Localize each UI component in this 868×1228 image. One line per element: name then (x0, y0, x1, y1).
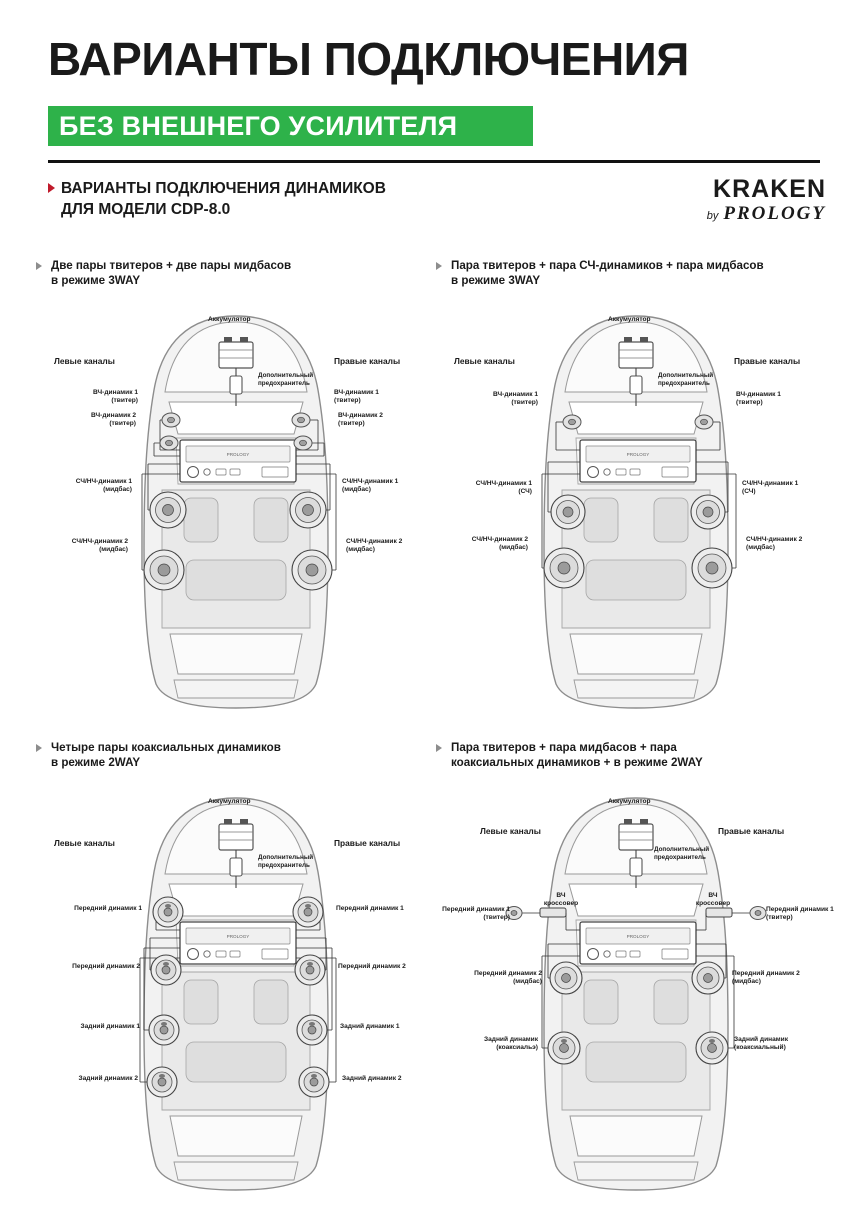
triangle-bullet-icon (36, 262, 42, 270)
panel-2-left-label-2: СЧ/НЧ-динамик 1 (СЧ) (475, 480, 532, 496)
panel-3-heading (36, 740, 436, 770)
panel-2 (436, 258, 836, 718)
panel-4-crossover-right-label: ВЧ кроссовер (695, 892, 731, 908)
panel-4-left-label-3: Задний динамик (коаксиальэ) (483, 1036, 538, 1052)
panel-3-right-label-1: Передний динамик 1 (336, 905, 404, 912)
car-top-view-illustration (436, 780, 836, 1200)
panel-1-right-label-1: ВЧ-динамик 1 (твитер) (334, 389, 379, 405)
panel-4-crossover-left-label: ВЧ кроссовер (543, 892, 579, 908)
battery-label: Аккумулятор (608, 798, 651, 805)
left-channels-label: Левые каналы (454, 356, 515, 366)
panel-2-heading-line1: Пара твитеров + пара СЧ-динамиков + пара мидбасов (451, 259, 764, 272)
panel-1-right-label-3: СЧ/НЧ-динамик 1 (мидбас) (342, 478, 399, 494)
battery-label: Аккумулятор (208, 798, 251, 805)
triangle-bullet-icon (436, 262, 442, 270)
panel-4-left-label-1: Передний динамик 1 (твитер) (442, 906, 510, 922)
battery-label: Аккумулятор (208, 316, 251, 323)
panel-4-diagram (436, 780, 836, 1200)
panel-3-right-label-2: Передний динамик 2 (338, 963, 406, 970)
svg-text:PROLOGY: PROLOGY (226, 452, 250, 457)
left-channels-label: Левые каналы (54, 838, 115, 848)
panel-2-right-label-1: ВЧ-динамик 1 (твитер) (736, 391, 781, 407)
section-heading-line2: ДЛЯ МОДЕЛИ CDP-8.0 (61, 201, 231, 218)
triangle-bullet-icon (48, 183, 55, 193)
panel-1-left-label-2: ВЧ-динамик 2 (твитер) (91, 412, 136, 428)
panel-4-heading-line1: Пара твитеров + пара мидбасов + пара (451, 741, 677, 754)
right-channels-label: Правые каналы (334, 838, 401, 848)
panel-1-left-label-4: СЧ/НЧ-динамик 2 (мидбас) (71, 538, 128, 554)
panel-1-heading-line2: в режиме 3WAY (51, 274, 141, 287)
brand-by-label: by (706, 210, 719, 222)
panel-3-heading-line2: в режиме 2WAY (51, 756, 141, 769)
fuse-label: Дополнительный предохранитель (258, 854, 314, 869)
panel-3 (36, 740, 436, 1200)
panel-4-heading (436, 740, 836, 770)
panel-1 (36, 258, 436, 718)
panel-1-left-label-3: СЧ/НЧ-динамик 1 (мидбас) (75, 478, 132, 494)
fuse-label: Дополнительный предохранитель (654, 846, 710, 861)
panel-4 (436, 740, 836, 1200)
battery-label: Аккумулятор (608, 316, 651, 323)
section-heading-line1: ВАРИАНТЫ ПОДКЛЮЧЕНИЯ ДИНАМИКОВ (61, 180, 386, 197)
panel-2-right-label-3: СЧ/НЧ-динамик 2 (мидбас) (746, 536, 803, 552)
panel-1-diagram (36, 298, 436, 718)
fuse-label: Дополнительный предохранитель (258, 372, 314, 387)
panel-1-heading (36, 258, 436, 288)
panel-3-left-label-3: Задний динамик 1 (80, 1023, 140, 1030)
panel-3-left-label-2: Передний динамик 2 (72, 963, 140, 970)
panel-2-left-label-3: СЧ/НЧ-динамик 2 (мидбас) (471, 536, 528, 552)
brand-parent-name: PROLOGY (723, 203, 826, 224)
panel-1-heading-line1: Две пары твитеров + две пары мидбасов (51, 259, 292, 272)
panel-2-heading-line2: в режиме 3WAY (451, 274, 541, 287)
panel-1-right-label-2: ВЧ-динамик 2 (твитер) (338, 412, 383, 428)
right-channels-label: Правые каналы (718, 826, 785, 836)
panel-4-right-label-2: Передний динамик 2 (мидбас) (732, 970, 800, 986)
svg-text:PROLOGY: PROLOGY (626, 934, 650, 939)
panel-4-heading-line2: коаксиальных динамиков + в режиме 2WAY (451, 756, 703, 769)
svg-text:PROLOGY: PROLOGY (626, 452, 650, 457)
brand-logo (707, 176, 826, 225)
panel-2-diagram (436, 298, 836, 718)
panel-3-right-label-4: Задний динамик 2 (342, 1075, 402, 1082)
triangle-bullet-icon (436, 744, 442, 752)
panel-4-right-label-3: Задний динамик (коаксиальный) (734, 1036, 789, 1052)
svg-text:PROLOGY: PROLOGY (226, 934, 250, 939)
panel-4-left-label-2: Передний динамик 2 (мидбас) (474, 970, 542, 986)
right-channels-label: Правые каналы (734, 356, 801, 366)
subtitle-band (48, 106, 533, 146)
panel-4-right-label-1: Передний динамик 1 (твитер) (766, 906, 834, 922)
panel-1-right-label-4: СЧ/НЧ-динамик 2 (мидбас) (346, 538, 403, 554)
section-heading (48, 178, 568, 220)
header-divider (48, 160, 820, 163)
panel-2-left-label-1: ВЧ-динамик 1 (твитер) (493, 391, 538, 407)
right-channels-label: Правые каналы (334, 356, 401, 366)
left-channels-label: Левые каналы (54, 356, 115, 366)
panel-3-left-label-1: Передний динамик 1 (74, 905, 142, 912)
page-title: ВАРИАНТЫ ПОДКЛЮЧЕНИЯ (48, 33, 689, 85)
left-channels-label: Левые каналы (480, 826, 541, 836)
panel-3-right-label-3: Задний динамик 1 (340, 1023, 400, 1030)
triangle-bullet-icon (36, 744, 42, 752)
panel-3-diagram (36, 780, 436, 1200)
panel-3-heading-line1: Четыре пары коаксиальных динамиков (51, 741, 281, 754)
panel-2-heading (436, 258, 836, 288)
brand-name: KRAKEN (713, 175, 826, 203)
subtitle-band-label: БЕЗ ВНЕШНЕГО УСИЛИТЕЛЯ (59, 110, 458, 141)
panel-1-left-label-1: ВЧ-динамик 1 (твитер) (93, 389, 138, 405)
panel-2-right-label-2: СЧ/НЧ-динамик 1 (СЧ) (742, 480, 799, 496)
fuse-label: Дополнительный предохранитель (658, 372, 714, 387)
panel-3-left-label-4: Задний динамик 2 (78, 1075, 138, 1082)
